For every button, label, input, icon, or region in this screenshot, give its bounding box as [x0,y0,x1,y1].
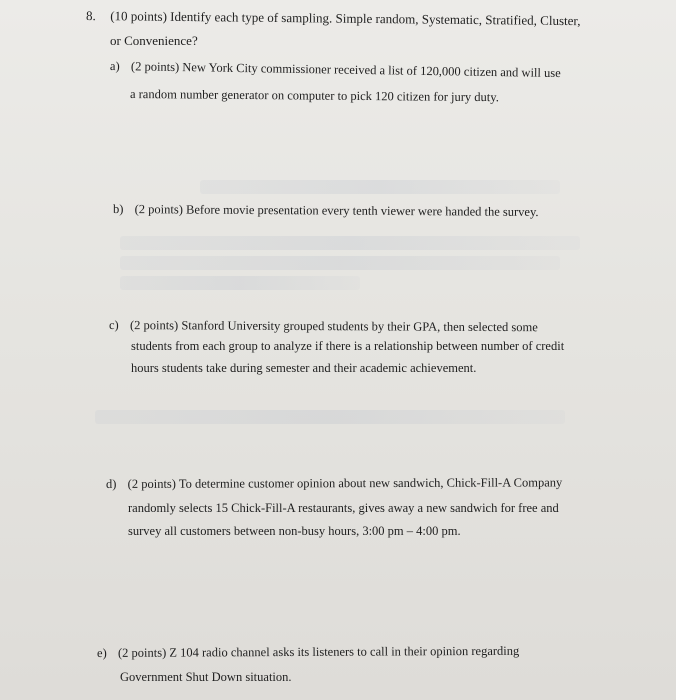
part-text: (2 points) New York City commissioner received a list of 120,000 citizen and will use [130,59,561,81]
bleed-through-text [120,256,560,270]
part-label: b) [112,202,124,217]
bleed-through-text [95,410,565,424]
part-e-line [97,643,519,661]
part-text: (2 points) Z 104 radio channel asks its listeners to call in their opinion regarding [117,643,520,660]
part-d-line: survey all customers between non-busy hours, 3:00 pm – 4:00 pm. [128,524,461,538]
part-text: (2 points) To determine customer opinion about new sandwich, Chick-Fill-A Company [127,475,563,491]
part-label: d) [105,476,117,491]
part-text: (2 points) Before movie presentation every tenth viewer were handed the survey. [134,202,539,219]
part-label: a) [109,59,120,74]
question-prompt: (10 points) Identify each type of sampling. Simple random, Systematic, Stratified, Cluster, [110,8,581,29]
bleed-through-text [120,236,580,250]
part-d-line: randomly selects 15 Chick-Fill-A restaurants, gives away a new sandwich for free and [128,501,559,515]
part-c-line: students from each group to analyze if there is a relationship between number of credit [131,339,565,353]
bleed-through-text [200,180,560,194]
question-heading [86,8,581,29]
question-number: 8. [85,8,96,24]
part-b-line [113,201,539,220]
part-a-line: a random number generator on computer to pick 120 citizen for jury duty. [129,87,499,105]
part-label: e) [96,645,107,660]
question-prompt-continued: or Convenience? [110,33,198,48]
part-d-line [106,474,562,492]
part-text: (2 points) Stanford University grouped students by their GPA, then selected some [129,318,538,335]
part-label: c) [108,318,119,333]
bleed-through-text [120,276,360,290]
part-c-line: hours students take during semester and their academic achievement. [131,361,477,375]
part-a-line [110,58,561,81]
part-e-line: Government Shut Down situation. [120,670,292,684]
part-c-line [109,317,538,335]
